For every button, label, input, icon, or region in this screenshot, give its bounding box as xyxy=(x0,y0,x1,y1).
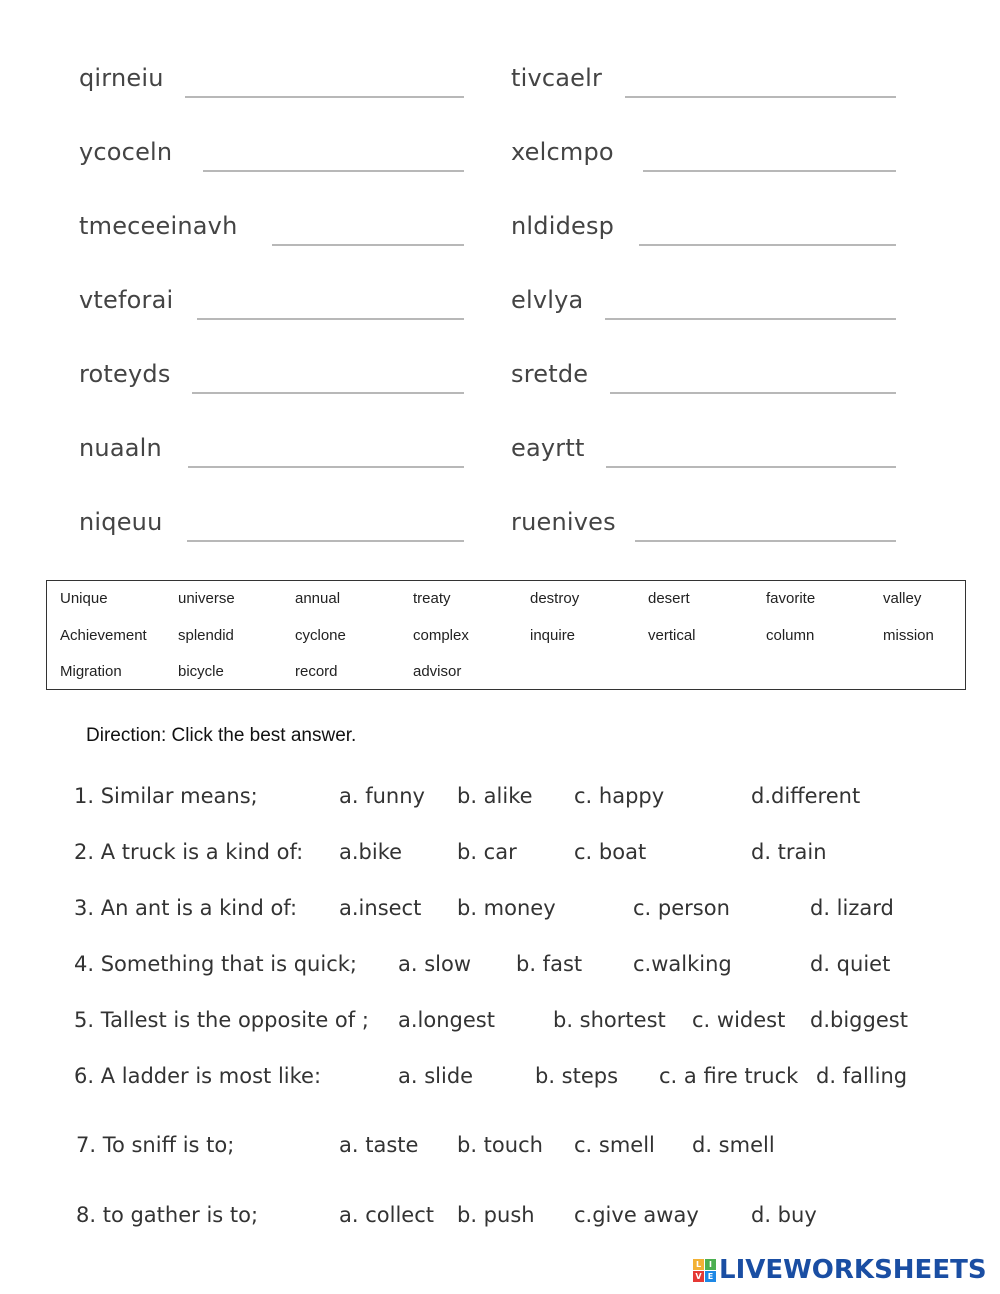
word-bank-word: record xyxy=(295,663,338,680)
scrambled-word: niqeuu xyxy=(79,508,163,536)
answer-option[interactable]: c. a fire truck xyxy=(659,1064,799,1088)
answer-option[interactable]: a.bike xyxy=(339,840,403,864)
question-text: 3. An ant is a kind of: xyxy=(74,896,298,920)
answer-blank-line[interactable] xyxy=(187,540,464,542)
answer-option[interactable]: b. car xyxy=(457,840,517,864)
liveworksheets-logo xyxy=(693,1255,987,1285)
answer-option[interactable]: b. alike xyxy=(457,784,533,808)
answer-blank-line[interactable] xyxy=(643,170,896,172)
answer-blank-line[interactable] xyxy=(197,318,464,320)
scrambled-word: tmeceeinavh xyxy=(79,212,238,240)
answer-option[interactable]: b. steps xyxy=(535,1064,619,1088)
answer-option[interactable]: d.biggest xyxy=(810,1008,908,1032)
answer-option[interactable]: d. buy xyxy=(751,1203,817,1227)
word-bank-word: universe xyxy=(178,590,235,607)
scrambled-word: elvlya xyxy=(511,286,584,314)
scrambled-word: ruenives xyxy=(511,508,616,536)
scrambled-word: sretde xyxy=(511,360,589,388)
answer-option[interactable]: a. slide xyxy=(398,1064,474,1088)
question-text: 6. A ladder is most like: xyxy=(74,1064,322,1088)
word-bank-word: Unique xyxy=(60,590,108,607)
answer-option[interactable]: d. quiet xyxy=(810,952,891,976)
word-bank-word: favorite xyxy=(766,590,816,607)
answer-blank-line[interactable] xyxy=(639,244,896,246)
answer-option[interactable]: c. person xyxy=(633,896,730,920)
answer-option[interactable]: c.walking xyxy=(633,952,732,976)
word-bank-word: bicycle xyxy=(178,663,224,680)
answer-blank-line[interactable] xyxy=(185,96,464,98)
word-bank-word: splendid xyxy=(178,627,234,644)
direction-text: Direction: Click the best answer. xyxy=(86,725,357,746)
answer-blank-line[interactable] xyxy=(203,170,464,172)
question-text: 4. Something that is quick; xyxy=(74,952,357,976)
answer-option[interactable]: a.insect xyxy=(339,896,422,920)
logo-mark-cell: L xyxy=(693,1259,704,1270)
logo-mark-cell: E xyxy=(705,1271,716,1282)
answer-blank-line[interactable] xyxy=(635,540,896,542)
answer-option[interactable]: d. falling xyxy=(816,1064,908,1088)
answer-blank-line[interactable] xyxy=(272,244,464,246)
word-bank-box xyxy=(46,580,966,690)
scrambled-word: tivcaelr xyxy=(511,64,603,92)
answer-option[interactable]: c. smell xyxy=(574,1133,655,1157)
word-bank-word: valley xyxy=(883,590,922,607)
answer-option[interactable]: b. shortest xyxy=(553,1008,666,1032)
answer-option[interactable]: c.give away xyxy=(574,1203,699,1227)
answer-option[interactable]: d. smell xyxy=(692,1133,775,1157)
scrambled-word: nldidesp xyxy=(511,212,615,240)
answer-option[interactable]: c. happy xyxy=(574,784,665,808)
word-bank-word: Migration xyxy=(60,663,122,680)
word-bank-word: cyclone xyxy=(295,627,346,644)
scrambled-word: qirneiu xyxy=(79,64,164,92)
answer-option[interactable]: a. taste xyxy=(339,1133,419,1157)
word-bank-word: complex xyxy=(413,627,469,644)
answer-option[interactable]: a. slow xyxy=(398,952,472,976)
answer-option[interactable]: c. widest xyxy=(692,1008,786,1032)
scrambled-word: roteyds xyxy=(79,360,171,388)
scrambled-word: vteforai xyxy=(79,286,174,314)
answer-option[interactable]: c. boat xyxy=(574,840,647,864)
logo-text: LIVEWORKSHEETS xyxy=(719,1255,987,1285)
question-text: 8. to gather is to; xyxy=(76,1203,259,1227)
word-bank-word: treaty xyxy=(413,590,451,607)
question-text: 7. To sniff is to; xyxy=(76,1133,235,1157)
word-bank-word: destroy xyxy=(530,590,580,607)
answer-blank-line[interactable] xyxy=(606,466,896,468)
question-text: 1. Similar means; xyxy=(74,784,258,808)
answer-option[interactable]: b. touch xyxy=(457,1133,543,1157)
question-text: 2. A truck is a kind of: xyxy=(74,840,304,864)
scrambled-word: eayrtt xyxy=(511,434,585,462)
word-bank-word: annual xyxy=(295,590,341,607)
word-bank-word: Achievement xyxy=(60,627,147,644)
word-bank-word: advisor xyxy=(413,663,462,680)
liveworksheets-mark-icon xyxy=(693,1259,716,1282)
answer-option[interactable]: d.different xyxy=(751,784,861,808)
answer-option[interactable]: a.longest xyxy=(398,1008,495,1032)
answer-blank-line[interactable] xyxy=(625,96,896,98)
answer-option[interactable]: a. funny xyxy=(339,784,425,808)
question-text: 5. Tallest is the opposite of ; xyxy=(74,1008,369,1032)
word-bank-word: mission xyxy=(883,627,934,644)
logo-mark-cell: V xyxy=(693,1271,704,1282)
answer-option[interactable]: a. collect xyxy=(339,1203,434,1227)
answer-blank-line[interactable] xyxy=(605,318,896,320)
answer-blank-line[interactable] xyxy=(192,392,464,394)
answer-blank-line[interactable] xyxy=(610,392,896,394)
answer-option[interactable]: d. lizard xyxy=(810,896,894,920)
scrambled-word: ycoceln xyxy=(79,138,173,166)
logo-mark-cell: I xyxy=(705,1259,716,1270)
word-bank-word: desert xyxy=(648,590,690,607)
answer-option[interactable]: b. fast xyxy=(516,952,583,976)
answer-option[interactable]: b. money xyxy=(457,896,556,920)
word-bank-word: vertical xyxy=(648,627,696,644)
answer-option[interactable]: d. train xyxy=(751,840,827,864)
word-bank-word: inquire xyxy=(530,627,576,644)
answer-option[interactable]: b. push xyxy=(457,1203,535,1227)
scrambled-word: nuaaln xyxy=(79,434,162,462)
scrambled-word: xelcmpo xyxy=(511,138,614,166)
answer-blank-line[interactable] xyxy=(188,466,464,468)
word-bank-word: column xyxy=(766,627,815,644)
